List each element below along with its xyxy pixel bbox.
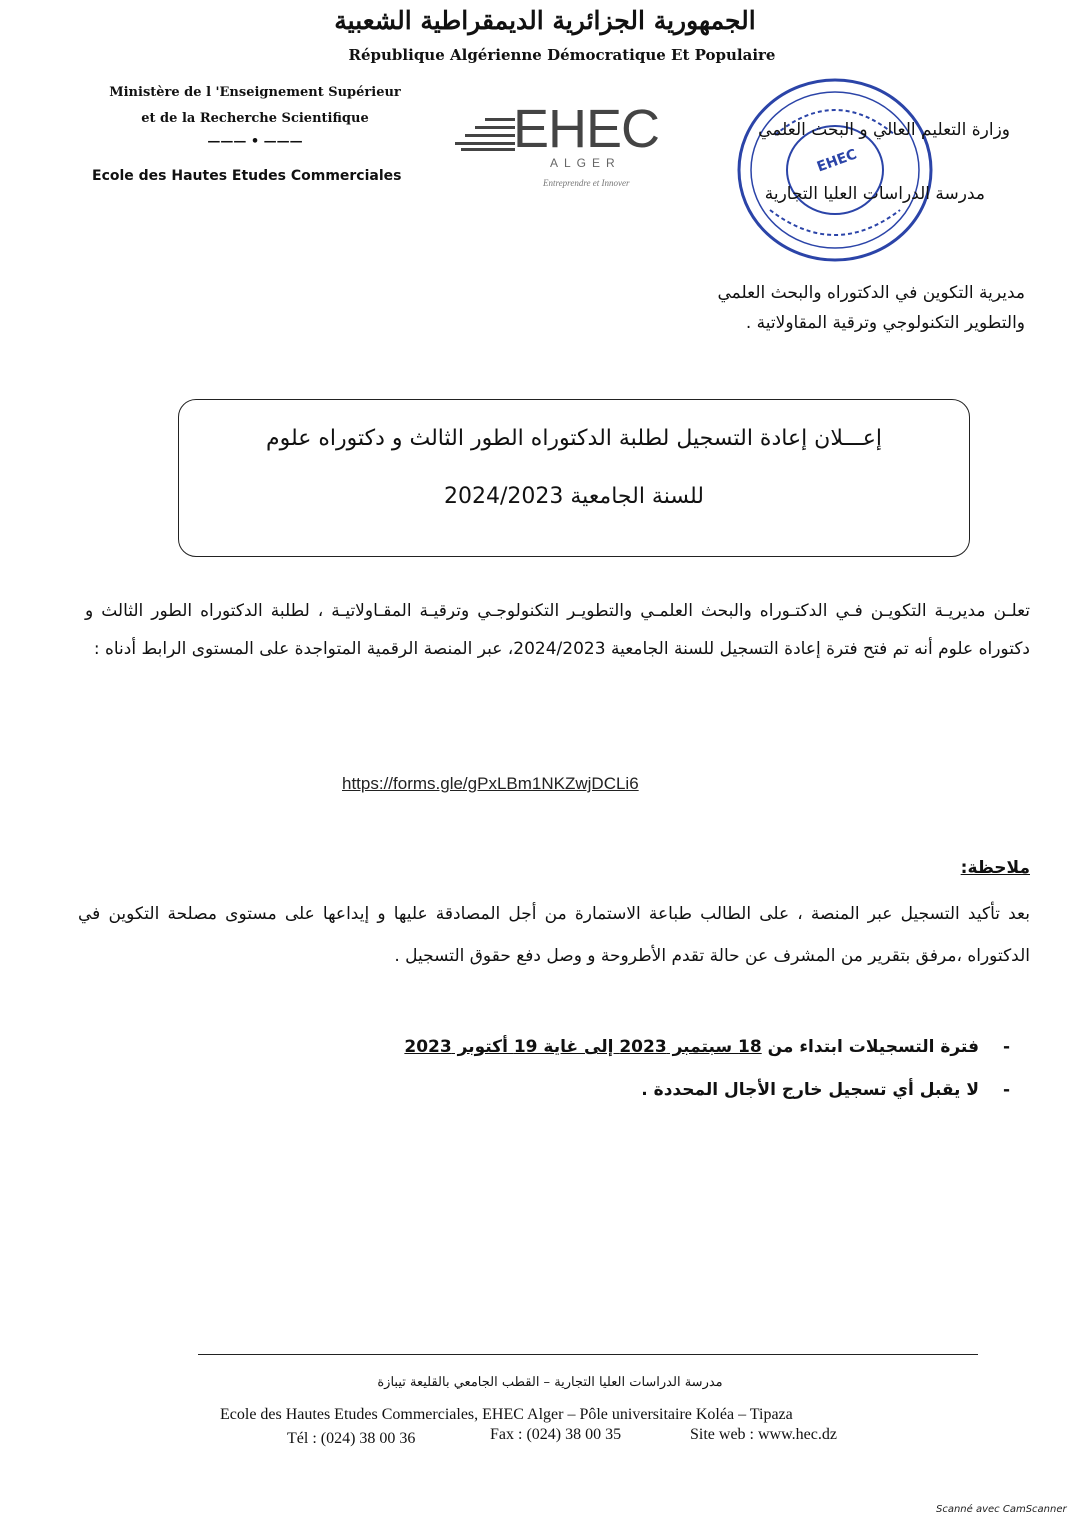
logo-tagline: Entreprendre et Innover xyxy=(543,178,630,188)
footer-address-arabic: مدرسة الدراسات العليا التجارية – القطب الجامعي بالقليعة تيبازة xyxy=(377,1375,723,1390)
deadline-text: لا يقبل أي تسجيل خارج الأجال المحددة . xyxy=(641,1080,980,1100)
footer-fax: Fax : (024) 38 00 35 xyxy=(490,1426,622,1443)
period-dates: 18 سبتمبر 2023 إلى غاية 19 أكتوبر 2023 xyxy=(404,1037,762,1057)
footer-phone: Tél : (024) 38 00 36 xyxy=(287,1430,416,1447)
footer-divider xyxy=(198,1354,978,1355)
bullet-dash: - xyxy=(1002,1037,1010,1057)
ministry-line1: Ministère de l 'Enseignement Supérieur xyxy=(109,85,401,100)
directorate-line1: مديرية التكوين في الدكتوراه والبحث العلمي xyxy=(717,283,1025,303)
directorate-arabic xyxy=(630,278,1025,338)
note-text: بعد تأكيد التسجيل عبر المنصة ، على الطالب طباعة الاستمارة من أجل المصادقة عليها و إيداعها على مستوى مصلحة التكوين في الدكتوراه ،مرفق بتقرير من المشرف عن حالة تقدم الأطروحة و وصل دفع حقوق التسجيل . xyxy=(78,904,1030,966)
announcement-title xyxy=(189,410,959,526)
ministry-line2: et de la Recherche Scientifique xyxy=(141,111,369,126)
footer-address-french: Ecole des Hautes Etudes Commerciales, EHEC Alger – Pôle universitaire Koléa – Tipaza xyxy=(220,1406,793,1423)
scanner-watermark: Scanné avec CamScanner xyxy=(936,1504,1067,1515)
directorate-line2: والتطوير التكنولوجي وترقية المقاولاتية . xyxy=(745,313,1025,333)
bullet-deadline xyxy=(560,1080,1010,1100)
footer-website: Site web : www.hec.dz xyxy=(690,1426,837,1443)
announcement-line1: إعـــلان إعادة التسجيل لطلبة الدكتوراه الطور الثالث و دكتوراه علوم xyxy=(265,426,883,451)
republic-arabic: الجمهورية الجزائرية الديمقراطية الشعبية xyxy=(334,6,756,35)
bullet-dash: - xyxy=(1002,1080,1010,1100)
ministry-french xyxy=(95,80,415,152)
separator: ——— • ——— xyxy=(207,134,303,149)
logo-name: EHEC xyxy=(513,99,660,159)
official-stamp xyxy=(735,75,935,265)
republic-french: République Algérienne Démocratique Et Populaire xyxy=(348,46,776,64)
period-prefix: فترة التسجيلات ابتداء من xyxy=(767,1037,980,1057)
logo-city: ALGER xyxy=(550,156,621,170)
school-name-french: Ecole des Hautes Etudes Commerciales xyxy=(92,168,402,184)
ministry-arabic: وزارة التعليم العالي و البحث العلمي xyxy=(758,120,1010,140)
body-paragraph: تعلـن مديريـة التكويـن فـي الدكتـوراه والبحث العلمـي والتطويـر التكنولوجـي وترقيـة المقـاولاتيـة ، لطلبة الدكتوراه الطور الثالث و دكتوراه علوم أنه تم فتح فترة إعادة التسجيل للسنة الجامعية 2024/2023، عبر المنصة الرقمية المتواجدة على المستوى الرابط أدناه : xyxy=(85,601,1030,659)
note-heading: ملاحظة: xyxy=(960,858,1030,878)
stamp-center-text: EHEC xyxy=(814,146,860,176)
announcement-line2: للسنة الجامعية 2024/2023 xyxy=(444,484,704,509)
registration-link[interactable]: https://forms.gle/gPxLBm1NKZwjDCLi6 xyxy=(342,774,639,793)
ehec-logo xyxy=(455,98,660,198)
announcement-box xyxy=(178,399,970,557)
school-name-arabic: مدرسة الدراسات العليا التجارية xyxy=(764,184,985,204)
bullet-registration-period xyxy=(380,1037,1010,1057)
